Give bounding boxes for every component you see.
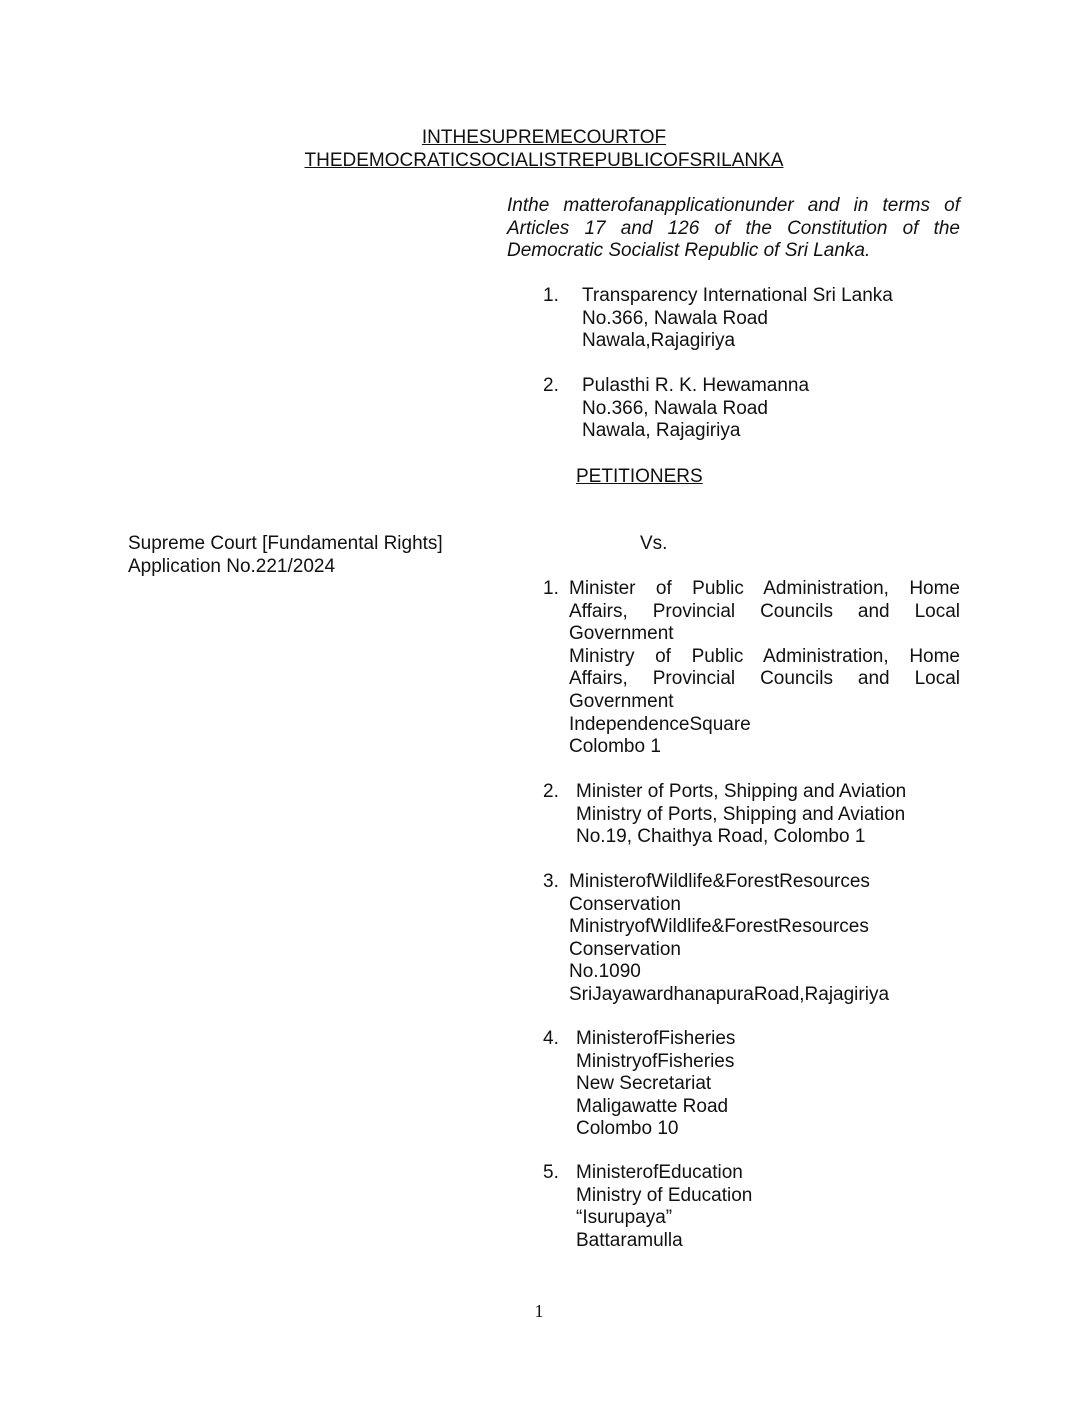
- petitioner-1-address-line: Nawala,Rajagiriya: [582, 330, 736, 352]
- respondent-3-line: No.1090: [569, 961, 641, 983]
- respondent-3-line: Conservation: [569, 893, 681, 915]
- petitioner-2-address-line: Nawala, Rajagiriya: [582, 420, 741, 442]
- respondent-1-line: Government: [569, 623, 674, 645]
- respondent-5: [543, 1162, 963, 1252]
- respondent-1-line: Government: [569, 690, 674, 712]
- respondent-2-line: Ministry of Ports, Shipping and Aviation: [576, 803, 906, 825]
- respondent-2-line: No.19, Chaithya Road, Colombo 1: [576, 826, 866, 848]
- petitioner-1: [543, 285, 963, 353]
- respondent-1-line: Minister of Public Administration, Home: [569, 578, 960, 599]
- respondent-3-number: 3.: [543, 871, 559, 892]
- respondent-5-number: 5.: [543, 1162, 559, 1183]
- respondent-2-line: Minister of Ports, Shipping and Aviation: [576, 781, 907, 802]
- respondent-1: [543, 578, 960, 759]
- respondent-4: [543, 1028, 963, 1141]
- court-caption: [0, 127, 1088, 172]
- page-number: 1: [534, 1301, 544, 1321]
- matter-statement: Inthe matterofanapplicationunder and in terms of Articles 17 and 126 of the Constitution of the Democratic Socialist Republic of Sri Lanka.: [507, 195, 960, 262]
- versus-label: Vs.: [640, 533, 668, 554]
- respondent-5-line: “Isurupaya”: [576, 1207, 673, 1229]
- respondent-1-line: Ministry of Public Administration, Home: [569, 645, 960, 667]
- case-number-line-2: Application No.221/2024: [128, 555, 336, 577]
- petitioner-2-name: Pulasthi R. K. Hewamanna: [582, 375, 810, 396]
- respondent-1-line: Affairs, Provincial Councils and Local: [569, 668, 960, 690]
- respondent-3-line: Conservation: [569, 938, 681, 960]
- petitioners-label: PETITIONERS: [576, 466, 703, 487]
- respondent-2: [543, 781, 963, 849]
- respondent-5-line: Battaramulla: [576, 1229, 683, 1251]
- respondent-1-number: 1.: [543, 578, 559, 599]
- respondent-5-line: Ministry of Education: [576, 1184, 753, 1206]
- respondent-4-line: MinistryofFisheries: [576, 1050, 735, 1072]
- respondent-1-line: Affairs, Provincial Councils and Local: [569, 600, 960, 622]
- case-number: [128, 533, 443, 578]
- petitioner-1-address-line: No.366, Nawala Road: [582, 307, 768, 329]
- respondent-1-line: IndependenceSquare: [569, 713, 751, 735]
- caption-line-2: THEDEMOCRATICSOCIALISTREPUBLICOFSRILANKA: [304, 149, 784, 171]
- caption-line-1: INTHESUPREMECOURTOF: [421, 127, 667, 148]
- respondent-3-line: MinistryofWildlife&ForestResources: [569, 916, 869, 938]
- case-number-line-1: Supreme Court [Fundamental Rights]: [128, 533, 443, 554]
- petitioner-2: [543, 375, 963, 443]
- respondent-2-number: 2.: [543, 781, 559, 802]
- petitioner-2-address-line: No.366, Nawala Road: [582, 397, 768, 419]
- respondent-4-line: MinisterofFisheries: [576, 1028, 736, 1049]
- respondent-4-line: New Secretariat: [576, 1073, 712, 1095]
- respondent-3-line: SriJayawardhanapuraRoad,Rajagiriya: [569, 983, 890, 1005]
- respondent-4-number: 4.: [543, 1028, 559, 1049]
- petitioner-2-number: 2.: [543, 375, 559, 396]
- respondent-1-line: Colombo 1: [569, 736, 661, 758]
- respondent-5-line: MinisterofEducation: [576, 1162, 743, 1183]
- respondent-3-line: MinisterofWildlife&ForestResources: [569, 871, 870, 892]
- respondent-4-line: Maligawatte Road: [576, 1095, 729, 1117]
- petitioner-1-number: 1.: [543, 285, 559, 306]
- petitioner-1-name: Transparency International Sri Lanka: [582, 285, 893, 306]
- respondent-4-line: Colombo 10: [576, 1118, 679, 1140]
- respondent-3: [543, 871, 963, 1007]
